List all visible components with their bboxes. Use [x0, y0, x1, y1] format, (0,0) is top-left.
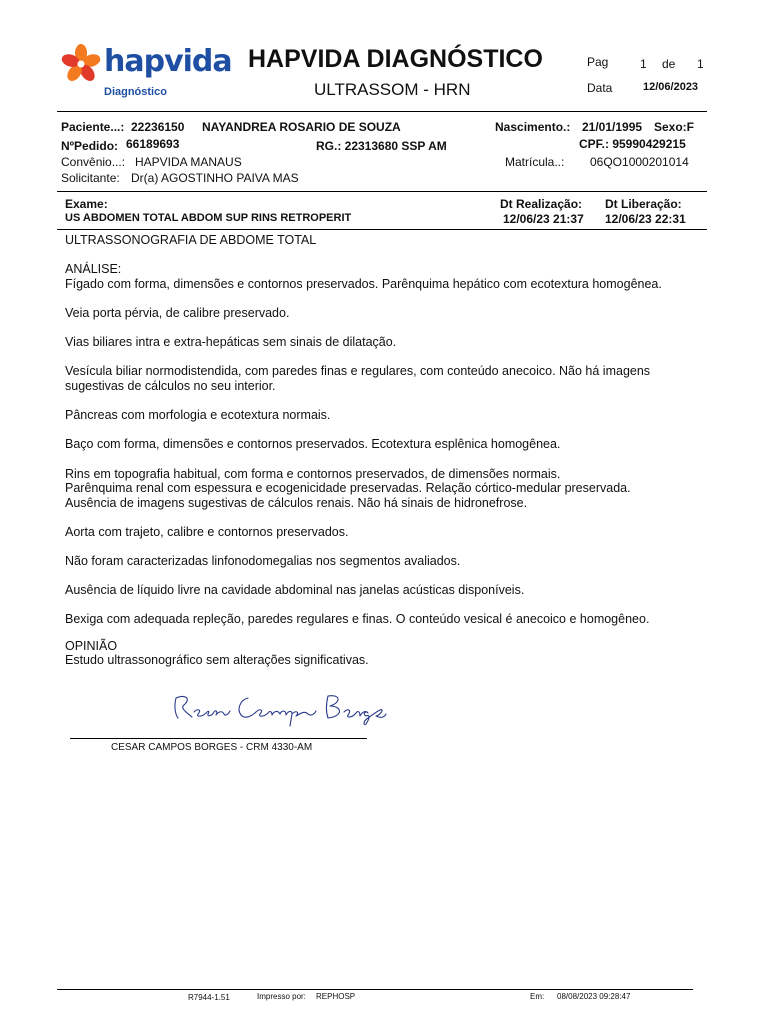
solicitante-label: Solicitante:: [61, 171, 120, 185]
footer-em-label: Em:: [530, 992, 545, 1001]
report-paragraph: Fígado com forma, dimensões e contornos preservados. Parênquima hepático com ecotextura homogênea.: [65, 276, 662, 291]
report-paragraph: Ausência de líquido livre na cavidade abdominal nas janelas acústicas disponíveis.: [65, 583, 525, 598]
dt-liberacao-value: 12/06/23 22:31: [605, 212, 686, 226]
paciente-id: 22236150: [131, 120, 185, 134]
dt-liberacao-label: Dt Liberação:: [605, 197, 682, 211]
page-total: 1: [697, 57, 704, 71]
dt-realizacao-value: 12/06/23 21:37: [503, 212, 584, 226]
page-subtitle: ULTRASSOM - HRN: [314, 80, 471, 99]
exam-label: Exame:: [65, 197, 108, 211]
report-paragraph: Veia porta pérvia, de calibre preservado.: [65, 305, 290, 320]
pedido-value: 66189693: [126, 137, 180, 151]
analise-label: ANÁLISE:: [65, 262, 122, 277]
exam-divider: [57, 229, 707, 230]
matricula-label: Matrícula..:: [505, 155, 565, 169]
page-number: 1: [640, 57, 647, 71]
rg-value: RG.: 22313680 SSP AM: [316, 139, 447, 153]
dt-realizacao-label: Dt Realização:: [500, 197, 583, 211]
flower-logo-icon: [60, 44, 102, 84]
report-title: ULTRASSONOGRAFIA DE ABDOME TOTAL: [65, 233, 317, 247]
page-de: de: [662, 57, 676, 71]
footer-impresso-value: REPHOSP: [316, 992, 356, 1001]
brand-sub: Diagnóstico: [104, 86, 167, 98]
date-label: Data: [587, 81, 613, 95]
opiniao-text: Estudo ultrassonográfico sem alterações significativas.: [65, 653, 369, 668]
page-title: HAPVIDA DIAGNÓSTICO: [248, 45, 543, 73]
date-value: 12/06/2023: [643, 81, 699, 93]
paciente-label: Paciente...:: [61, 120, 125, 134]
convenio-label: Convênio...:: [61, 155, 126, 169]
report-body: [65, 233, 715, 668]
report-paragraph: Rins em topografia habitual, com forma e contornos preservados, de dimensões normais. Parênquima renal com espessura e ecogenicidade preservadas. Relação córtico-medular preservada. Ausência de imagens sugestivas de cálculos renais. Não há sinais de hidronefrose.: [65, 466, 631, 510]
report-paragraph: Aorta com trajeto, calibre e contornos preservados.: [65, 524, 349, 539]
header-divider: [57, 111, 707, 112]
sexo-label: Sexo:F: [654, 120, 695, 134]
opiniao-label: OPINIÃO: [65, 638, 118, 653]
footer-impresso-label: Impresso por:: [257, 992, 306, 1001]
patient-divider: [57, 191, 707, 192]
signature-line: [70, 738, 367, 739]
report-paragraph: Baço com forma, dimensões e contornos preservados. Ecotextura esplênica homogênea.: [65, 437, 561, 452]
matricula-value: 06QO1000201014: [590, 155, 689, 169]
solicitante-value: Dr(a) AGOSTINHO PAIVA MAS: [131, 171, 299, 185]
report-paragraph: Vias biliares intra e extra-hepáticas sem sinais de dilatação.: [65, 335, 397, 350]
brand-name: hapvida: [104, 44, 232, 79]
nascimento-value: 21/01/1995: [582, 120, 643, 134]
report-paragraph: Pâncreas com morfologia e ecotextura normais.: [65, 408, 331, 423]
pedido-label: NºPedido:: [61, 139, 119, 153]
report-paragraph: Vesícula biliar normodistendida, com paredes finas e regulares, com conteúdo anecoico. Não há imagens sugestivas de cálculos no seu interior.: [65, 364, 651, 393]
cpf-value: CPF.: 95990429215: [579, 137, 686, 151]
report-paragraph: Bexiga com adequada repleção, paredes regulares e finas. O conteúdo vesical é anecoico e homogêneo.: [65, 612, 650, 627]
page-label: Pag: [587, 55, 609, 69]
nascimento-label: Nascimento.:: [495, 120, 571, 134]
footer-code: R7944-1.51: [188, 993, 230, 1002]
exam-name: US ABDOMEN TOTAL ABDOM SUP RINS RETROPERIT: [65, 212, 352, 224]
convenio-value: HAPVIDA MANAUS: [135, 155, 242, 169]
footer-divider: [57, 989, 693, 990]
footer-em-value: 08/08/2023 09:28:47: [557, 992, 631, 1001]
paciente-name: NAYANDREA ROSARIO DE SOUZA: [202, 120, 401, 134]
report-paragraph: Não foram caracterizadas linfonodomegalias nos segmentos avaliados.: [65, 554, 461, 569]
signer-name: CESAR CAMPOS BORGES - CRM 4330-AM: [111, 742, 313, 753]
handwritten-signature: [170, 688, 390, 728]
